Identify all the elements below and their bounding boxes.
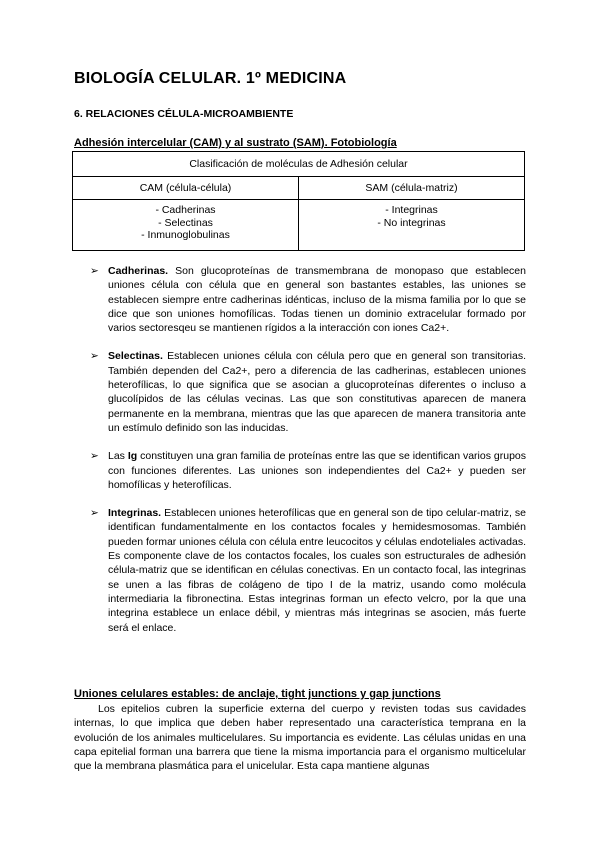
bullet-term: Selectinas.	[108, 350, 163, 363]
sam-item-integrinas: - Integrinas	[385, 204, 438, 216]
arrow-bullet-icon: ➢	[90, 450, 99, 463]
bullet-text: Son glucoproteínas de transmembrana de monopaso que establecen uniones célula con célula que en general son bastantes estables, las uniones se establecen siempre entre cadherinas idénticas, incluso de la misma familia por lo que se dice que son uniones homofílicas. Todas tienen un dominio extracelular formado por varios sectoresqeu se mantienen rígidos a la interacción con iones Ca2+.	[108, 265, 526, 335]
cam-item-cadherinas: - Cadherinas	[155, 204, 216, 216]
subheading-adhesion: Adhesión intercelular (CAM) y al sustrato (SAM). Fotobiología	[74, 137, 397, 149]
cam-item-inmunoglobulinas: - Inmunoglobulinas	[141, 229, 230, 241]
bullet-text: Establecen uniones heterofílicas que en general son de tipo celular-matriz, se identifican fundamentalmente en los contactos focales y hemidesmosomas. También pueden formar uniones célula con célula entre leucocitos y células endoteliales activadas. Es componente clave de los contactos focales, los cuales son estructurales de adhesión célula-matriz que se identifican en células conectivas. En un contacto focal, las integrinas se unen a las fibras de colágeno de tipo I de la matriz, usando como molécula intermediaria la fibronectina. Estas integrinas forman un efecto velcro, por la que una integrina establece un enlace débil, y mientras más integrinas se asocien, más fuerte será el enlace.	[108, 507, 526, 634]
bullet-ig	[90, 449, 526, 492]
paragraph-epitelios: Los epitelios cubren la superficie externa del cuerpo y revisten todas sus cavidades internas, lo que implica que deben haber representado una característica temprana en la evolución de los animales multicelulares. Su importancia es evidente. Las células unidas en una capa epitelial forman una barrera que tiene la misma importancia para el organismo multicelular que la membrana plasmática para el unicelular. Esta capa mantiene algunas	[74, 703, 526, 773]
sam-item-no-integrinas: - No integrinas	[377, 216, 446, 229]
section-heading: 6. RELACIONES CÉLULA-MICROAMBIENTE	[74, 108, 294, 120]
bullet-term: Cadherinas.	[108, 265, 169, 277]
bullet-text: Establecen uniones célula con célula pero que en general son transitorias. También dependen del Ca2+, pero a diferencia de las cadherinas, establecen uniones heterofílicas, lo que significa que se asocian a glucoproteínas diferentes o incluso a glucolípidos de las células vecinas. Las que son constitutivas aparecen de manera permanente en la membrana, mientras que las que aparecen de manera transitoria ante un estímulo definido son las inducidas.	[108, 350, 526, 434]
bullet-pre: Las	[108, 450, 128, 463]
bullet-list	[90, 264, 526, 649]
bullet-selectinas	[90, 349, 526, 435]
arrow-bullet-icon: ➢	[90, 507, 99, 520]
cam-item-selectinas: - Selectinas	[158, 216, 213, 229]
classification-table	[72, 151, 525, 251]
bullet-text: constituyen una gran familia de proteínas entre las que se identifican varios grupos con funciones diferentes. Las uniones son independientes del Ca2+ y pueden ser homofílicas y heterofílicas.	[108, 450, 526, 491]
arrow-bullet-icon: ➢	[90, 265, 99, 277]
arrow-bullet-icon: ➢	[90, 350, 99, 363]
sam-list	[299, 200, 525, 251]
bullet-term: Ig	[127, 450, 138, 463]
document-title: BIOLOGÍA CELULAR. 1º MEDICINA	[74, 70, 347, 87]
table-caption: Clasificación de moléculas de Adhesión celular	[73, 152, 525, 177]
bullet-term: Integrinas.	[108, 507, 162, 520]
bullet-cadherinas	[90, 264, 526, 335]
cam-header: CAM (célula-célula)	[73, 177, 299, 200]
cam-list	[73, 200, 299, 251]
bullet-integrinas	[90, 506, 526, 635]
subheading-uniones: Uniones celulares estables: de anclaje, tight junctions y gap junctions	[74, 688, 441, 700]
sam-header: SAM (célula-matriz)	[299, 177, 525, 200]
